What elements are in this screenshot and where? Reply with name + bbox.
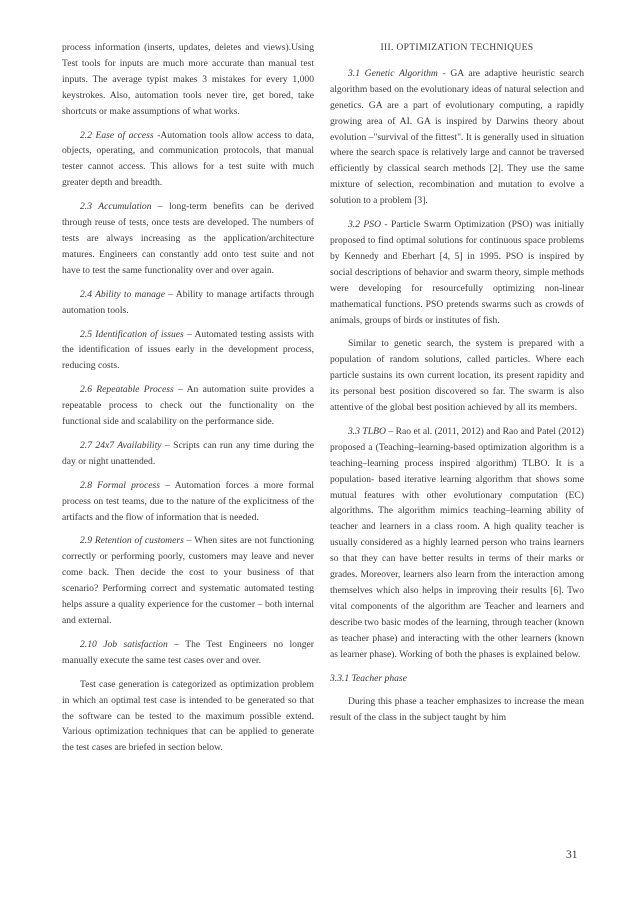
item-text: – Ability to manage artifacts through automation tools. [62, 288, 314, 316]
item-heading: 2.2 Ease of access [80, 129, 154, 141]
item-heading: 2.7 24x7 Availability [80, 439, 162, 451]
item-text: – When sites are not functioning correctly or performing poorly, customers may leave and never come back. Then decide the cost to your business of that scenario? Performing correct and systematic automated testing helps assure a quality experience for the customer – both internal and external. [62, 535, 314, 626]
item-heading: 2.4 Ability to manage [80, 288, 165, 300]
item-text: – Rao et al. (2011, 2012) and Rao and Patel (2012) proposed a (Teaching–learning-based optimization algorithm is a teaching–learning process inspired algorithm) TLBO. It is a population- based iterative learning algorithm that shows some mutual features with other evolutionary computation (EC) algorithms. The algorithm mimics teaching–learning ability of teacher and learners in a class room. A high quality teacher is usually considered as a highly learned person who trains learners so that they can have better results in terms of their marks or grades. Moreover, learners also learn from the interaction among themselves which also helps in improving their results [6]. Two vital components of the algorithm are Teacher and learners and describe two basic modes of the learning, through teacher (known as teacher phase) and interacting with the other learners (known as learner phase). Working of both the phases is explained below. [330, 425, 584, 660]
section-title: III. OPTIMIZATION TECHNIQUES [380, 42, 534, 53]
item-text: -Automation tools allow access to data, objects, operating, and communication protocols, that manual tester cannot access. This allows for a test suite with much greater depth and breadth. [62, 129, 315, 189]
list-item [62, 637, 314, 669]
item-text: – An automation suite provides a repeatable process to check out the functionality on the functional side and scalability on the performance side. [62, 384, 314, 428]
paragraph: Similar to genetic search, the system is prepared with a population of random solutions, called particles. Where each particle sustains its own current location, its present rapidity and its personal best position discovered so far. The swarm is also attentive of the global best position achieved by all its members. [330, 338, 584, 414]
list-item [62, 287, 314, 319]
paragraph-tlbo [330, 424, 584, 663]
right-column [330, 40, 584, 734]
list-item [62, 382, 314, 430]
paragraph: Test case generation is categorized as optimization problem in which an optimal test case is intended to be generated so that the software can be tested to the maximum possible extend. Various optimization techniques that can be applied to generate the test cases are briefed in section below. [62, 678, 314, 754]
list-item [62, 128, 314, 192]
item-heading: 2.5 Identification of issues [80, 328, 184, 340]
item-heading: 2.9 Retention of customers [80, 535, 184, 547]
paragraph: process information (inserts, updates, deletes and views).Using Test tools for inputs are much more accurate than manual test inputs. The average typist makes 3 mistakes for every 1,000 keystrokes. Also, automation tools never tire, get bored, take shortcuts or make assumptions of what works. [62, 42, 314, 117]
item-heading: 3.1 Genetic Algorithm [348, 67, 438, 79]
list-item [62, 478, 314, 526]
list-item [62, 199, 314, 279]
item-heading: 2.3 Accumulation [80, 201, 152, 213]
list-item [62, 533, 314, 628]
subsection-heading: 3.3.1 Teacher phase [330, 672, 407, 684]
item-text: – The Test Engineers no longer manually execute the same test cases over and over. [62, 638, 314, 666]
item-heading: 2.6 Repeatable Process [80, 384, 174, 396]
paragraph-pso [330, 217, 584, 328]
left-column [62, 40, 314, 764]
paragraph: During this phase a teacher emphasizes to increase the mean result of the class in the subject taught by him [330, 696, 584, 724]
list-item [62, 327, 314, 375]
page-number: 31 [566, 849, 578, 861]
item-heading: 3.3 TLBO [348, 425, 386, 437]
paragraph-ga [330, 66, 584, 209]
item-text: - GA are adaptive heuristic search algorithm based on the evolutionary ideas of natural selection and genetics. GA are a part of evolutionary computing, a rapidly growing area of AI. GA is inspired by Darwins theory about evolution –"survival of the fittest". It is generally used in situation where the search space is relatively large and cannot be traversed efficiently by classical search methods [2]. They use the same mixture of selection, recombination and mutation to evolve a solution to a problem [3]. [330, 67, 585, 207]
item-heading: 3.2 PSO [348, 219, 381, 231]
item-text: – Automation forces a more formal process on test teams, due to the nature of the explicitness of the artifacts and the flow of information that is needed. [62, 479, 314, 523]
item-text: – long-term benefits can be derived through reuse of tests, once tests are developed. The numbers of tests are always increasing as the application/architecture matures. Engineers can constantly add onto test suite and not have to test the same functionality over and over again. [62, 201, 314, 276]
item-heading: 2.10 Job satisfaction [80, 638, 168, 650]
item-text: – Scripts can run any time during the day or night unattended. [62, 439, 314, 467]
item-text: – Automated testing assists with the identification of issues early in the development process, reducing costs. [62, 328, 314, 372]
list-item [62, 438, 314, 470]
item-text: - Particle Swarm Optimization (PSO) was initially proposed to find optimal solutions for continuous space problems by Kennedy and Eberhart [4, 5] in 1995. PSO is inspired by social descriptions of behavior and swarm theory, simple methods were developing for resourcefully optimizing non-linear mathematical functions. PSO pretends swarms such as crowds of animals, groups of birds or institutes of fish. [330, 219, 584, 326]
item-heading: 2.8 Formal process [80, 479, 161, 491]
